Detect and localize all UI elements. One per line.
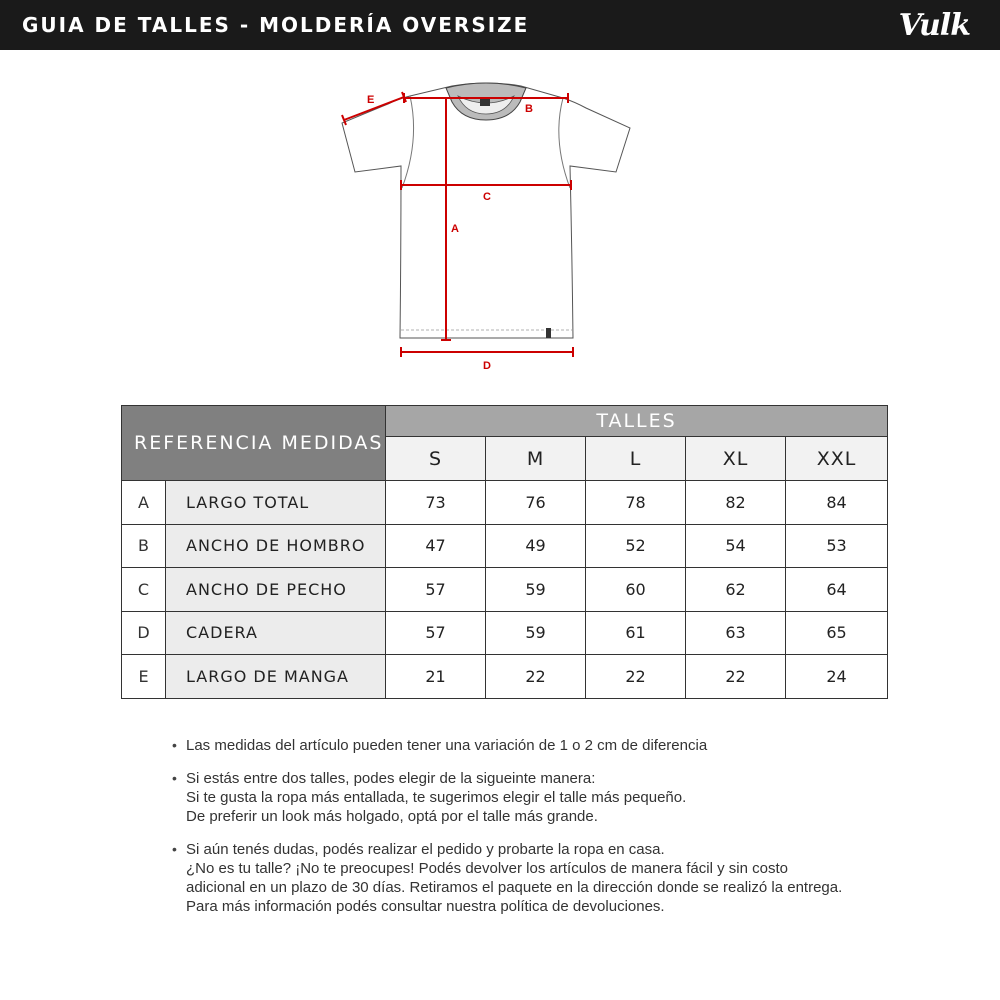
cell-value: 61 (586, 611, 686, 655)
side-tag (546, 328, 551, 338)
cell-value: 59 (486, 611, 586, 655)
cell-value: 82 (686, 481, 786, 525)
ref-header: REFERENCIA MEDIDAS (122, 406, 386, 481)
tshirt-body (342, 83, 630, 338)
cell-value: 59 (486, 568, 586, 612)
list-item (172, 769, 932, 826)
cell-value: 47 (386, 524, 486, 568)
note-text: Las medidas del artículo pueden tener una variación de 1 o 2 cm de diferencia (186, 737, 708, 754)
cell-value: 73 (386, 481, 486, 525)
cell-value: 24 (786, 655, 888, 699)
cell-value: 57 (386, 568, 486, 612)
bullet-icon: • (172, 737, 177, 753)
table-row (122, 481, 888, 525)
row-letter: D (122, 611, 166, 655)
note-text: Si te gusta la ropa más entallada, te sugerimos elegir el talle más pequeño. (186, 789, 687, 806)
list-item (172, 840, 932, 916)
cell-value: 21 (386, 655, 486, 699)
table-row (122, 655, 888, 699)
size-col-xxl: XXL (786, 437, 888, 481)
cell-value: 49 (486, 524, 586, 568)
label-a: A (451, 223, 459, 235)
neck-tag (480, 98, 490, 106)
row-label: ANCHO DE PECHO (166, 568, 386, 612)
talles-header: TALLES (386, 406, 888, 437)
note-text: Si aún tenés dudas, podés realizar el pedido y probarte la ropa en casa. (186, 841, 665, 858)
note-text: ¿No es tu talle? ¡No te preocupes! Podés devolver los artículos de manera fácil y sin costo (186, 860, 788, 877)
cell-value: 65 (786, 611, 888, 655)
page-title: GUIA DE TALLES - MOLDERÍA OVERSIZE (22, 13, 530, 37)
row-label: ANCHO DE HOMBRO (166, 524, 386, 568)
row-label: CADERA (166, 611, 386, 655)
note-text: De preferir un look más holgado, optá por el talle más grande. (186, 808, 598, 825)
size-table (121, 405, 888, 699)
cell-value: 60 (586, 568, 686, 612)
label-e: E (367, 94, 375, 106)
list-item (172, 736, 932, 755)
cell-value: 57 (386, 611, 486, 655)
cell-value: 53 (786, 524, 888, 568)
tshirt-outline-icon (330, 75, 650, 375)
header-bar (0, 0, 1000, 50)
row-letter: E (122, 655, 166, 699)
cell-value: 22 (686, 655, 786, 699)
label-c: C (483, 191, 491, 203)
size-col-m: M (486, 437, 586, 481)
table-row (122, 524, 888, 568)
size-col-s: S (386, 437, 486, 481)
cell-value: 64 (786, 568, 888, 612)
notes-list (172, 736, 932, 930)
cell-value: 22 (586, 655, 686, 699)
cell-value: 63 (686, 611, 786, 655)
note-text: Si estás entre dos talles, podes elegir de la sigueinte manera: (186, 770, 596, 787)
cell-value: 62 (686, 568, 786, 612)
table-row (122, 568, 888, 612)
cell-value: 84 (786, 481, 888, 525)
size-col-xl: XL (686, 437, 786, 481)
row-letter: A (122, 481, 166, 525)
bullet-icon: • (172, 841, 177, 857)
row-letter: B (122, 524, 166, 568)
label-b: B (525, 103, 533, 115)
label-d: D (483, 360, 491, 372)
cell-value: 54 (686, 524, 786, 568)
note-text: Para más información podés consultar nuestra política de devoluciones. (186, 898, 665, 915)
cell-value: 76 (486, 481, 586, 525)
row-letter: C (122, 568, 166, 612)
bullet-icon: • (172, 770, 177, 786)
size-col-l: L (586, 437, 686, 481)
brand-logo: Vulk (898, 7, 970, 43)
note-text: adicional en un plazo de 30 días. Retiramos el paquete en la dirección donde se realizó la entrega. (186, 879, 843, 896)
table-row (122, 611, 888, 655)
cell-value: 78 (586, 481, 686, 525)
row-label: LARGO TOTAL (166, 481, 386, 525)
row-label: LARGO DE MANGA (166, 655, 386, 699)
cell-value: 22 (486, 655, 586, 699)
cell-value: 52 (586, 524, 686, 568)
